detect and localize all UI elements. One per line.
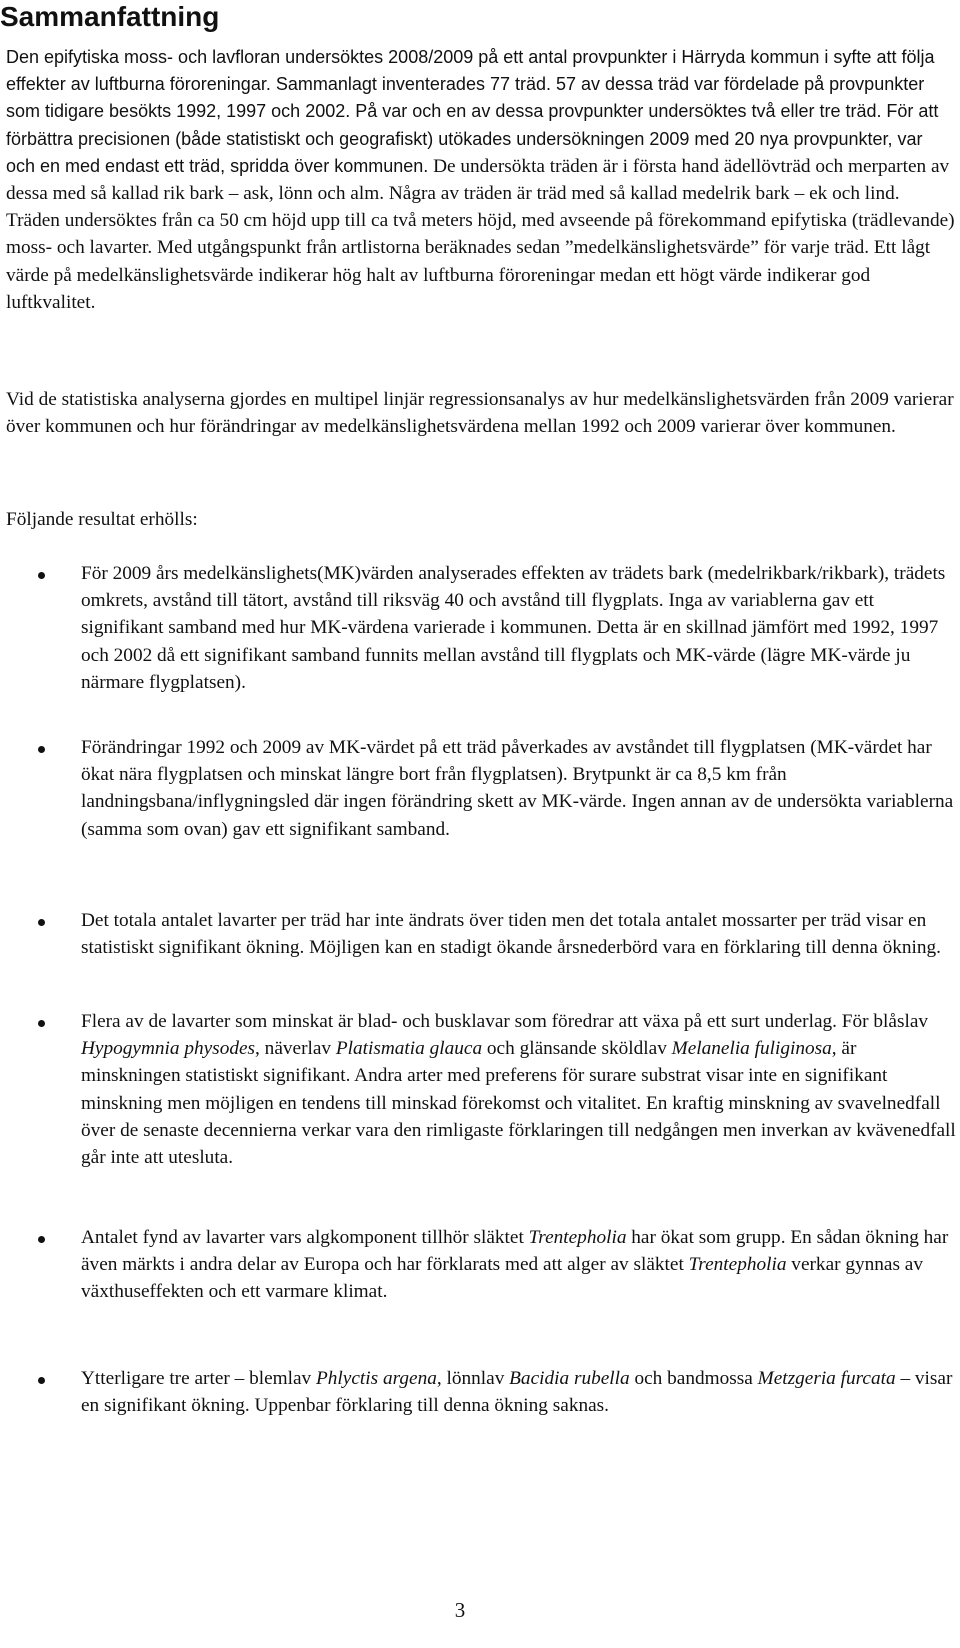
result-text: , näverlav bbox=[255, 1038, 336, 1060]
bullet-icon bbox=[38, 1020, 45, 1027]
result-increasing-species bbox=[81, 1365, 959, 1419]
analysis-paragraph: Vid de statistiska analyserna gjordes en multipel linjär regressionsanalys av hur medelkänslighetsvärden från 2009 varierar över kommunen och hur förändringar av medelkänslighetsvärdena mellan 1992 och 2009 varierar över kommunen. bbox=[6, 389, 954, 438]
results-intro: Följande resultat erhölls: bbox=[6, 509, 198, 530]
summary-value-text: Med utgångspunkt från artlistorna beräknades sedan ”medelkänslighetsvärde” för varje träd. bbox=[157, 237, 870, 259]
result-mk-2009: För 2009 års medelkänslighets(MK)värden analyserades effekten av trädets bark (medelrikbark/rikbark), trädets omkrets, avstånd till tätort, avstånd till riksväg 40 och avstånd till flygplats. Inga av variablerna gav ett signifikant samband med hur MK-värdena varierade i kommunen. Detta är en skillnad jämfört med 1992, 1997 och 2002 då ett signifikant samband funnits mellan avstånd till flygplats och MK-värde (lägre MK-värde ju närmare flygplatsen). bbox=[81, 563, 946, 693]
result-text: , lönnlav bbox=[436, 1368, 510, 1389]
species-name: Metzgeria furcata bbox=[757, 1368, 896, 1389]
result-mk-change: Förändringar 1992 och 2009 av MK-värdet på ett träd påverkades av avståndet till flygplatsen (MK-värdet har ökat nära flygplatsen och minskat längre bort från flygplatsen). Brytpunkt är ca 8,5 km från landningsbana/inflygningsled där ingen förändring skett av MK-värde. Ingen annan av de undersökta variablerna (samma som ovan) gav ett signifikant samband. bbox=[81, 737, 954, 840]
summary-paragraph bbox=[6, 44, 956, 316]
bullet-icon bbox=[38, 1377, 45, 1384]
summary-trees-text: De undersökta träden är i första hand ädellövträd och merparten av dessa med så kallad rik bark – ask, lönn och alm. Några av träden är träd med så kallad medelrik bark – ek och lind. bbox=[6, 155, 950, 205]
result-text: Ytterligare tre arter – blemlav bbox=[81, 1368, 317, 1389]
summary-height-text: Träden undersöktes från ca 50 cm höjd upp till ca två meters höjd, med avseende på förekommand epifytiska (trädlevande) moss- och lavarter. bbox=[6, 210, 955, 259]
summary-precision-text: För att förbättra precisionen (både statistiskt och geografiskt) utökades undersökningen 2009 med 20 nya provpunkter, var och en med endast ett träd, spridda över kommunen. bbox=[6, 101, 939, 176]
result-declining-lichens bbox=[81, 1008, 959, 1171]
species-name: Trentepholia bbox=[688, 1254, 787, 1276]
page-title: Sammanfattning bbox=[0, 1, 220, 32]
result-text: Flera av de lavarter som minskat är blad- och busklavar som föredrar att växa på ett surt underlag. För blåslav bbox=[81, 1011, 929, 1032]
species-name: Hypogymnia physodes bbox=[81, 1038, 256, 1060]
result-text: Antalet fynd av lavarter vars algkomponent tillhör släktet bbox=[81, 1227, 529, 1248]
species-name: Bacidia rubella bbox=[509, 1368, 630, 1389]
result-text: och bandmossa bbox=[629, 1368, 758, 1389]
species-name: Melanelia fuliginosa bbox=[671, 1038, 832, 1060]
page-number: 3 bbox=[454, 1598, 466, 1622]
bullet-icon bbox=[38, 919, 45, 926]
result-text: , är minskningen statistiskt signifikant. Andra arter med preferens för surare substrat visar inte en signifikant minskning men möjligen en tendens till minskad förekomst och vitalitet. En kraftig minskning av svavelnedfall över de senaste decennierna verkar vara den rimligaste förklaringen till nedgången men inverkan av kvävenedfall går inte att utesluta. bbox=[81, 1038, 956, 1169]
result-text: verkar gynnas av växthuseffekten och ett varmare klimat. bbox=[81, 1254, 924, 1303]
bullet-icon bbox=[38, 746, 45, 753]
summary-indicator-text: Ett lågt värde på medelkänslighetsvärde indikerar hög halt av luftburna föroreningar medan ett högt värde indikerar god luftkvalitet. bbox=[6, 237, 931, 313]
species-name: Platismatia glauca bbox=[335, 1038, 483, 1060]
result-text: och glänsande sköldlav bbox=[482, 1038, 672, 1060]
summary-intro-text: Den epifytiska moss- och lavfloran undersöktes 2008/2009 på ett antal provpunkter i Härryda kommun i syfte att följa effekter av luftburna föroreningar. Sammanlagt inventerades 77 träd. 57 av dessa träd var fördelade på provpunkter som tidigare besökts 1992, 1997 och 2002. På var och en av dessa provpunkter undersöktes två eller tre träd. bbox=[6, 47, 935, 122]
bullet-icon bbox=[38, 1236, 45, 1243]
result-text: – visar en signifikant ökning. Uppenbar förklaring till denna ökning saknas. bbox=[81, 1368, 953, 1417]
result-trentepholia bbox=[81, 1224, 959, 1306]
result-text: har ökat som grupp. En sådan ökning har även märkts i andra delar av Europa och har förklarats med att alger av släktet bbox=[81, 1227, 949, 1276]
bullet-icon bbox=[38, 572, 45, 579]
species-name: Phlyctis argena bbox=[316, 1368, 437, 1389]
result-species-count: Det totala antalet lavarter per träd har inte ändrats över tiden men det totala antalet mossarter per träd visar en statistiskt signifikant ökning. Möjligen kan en stadigt ökande årsnederbörd vara en förklaring till denna ökning. bbox=[81, 910, 941, 959]
species-name: Trentepholia bbox=[528, 1227, 627, 1248]
